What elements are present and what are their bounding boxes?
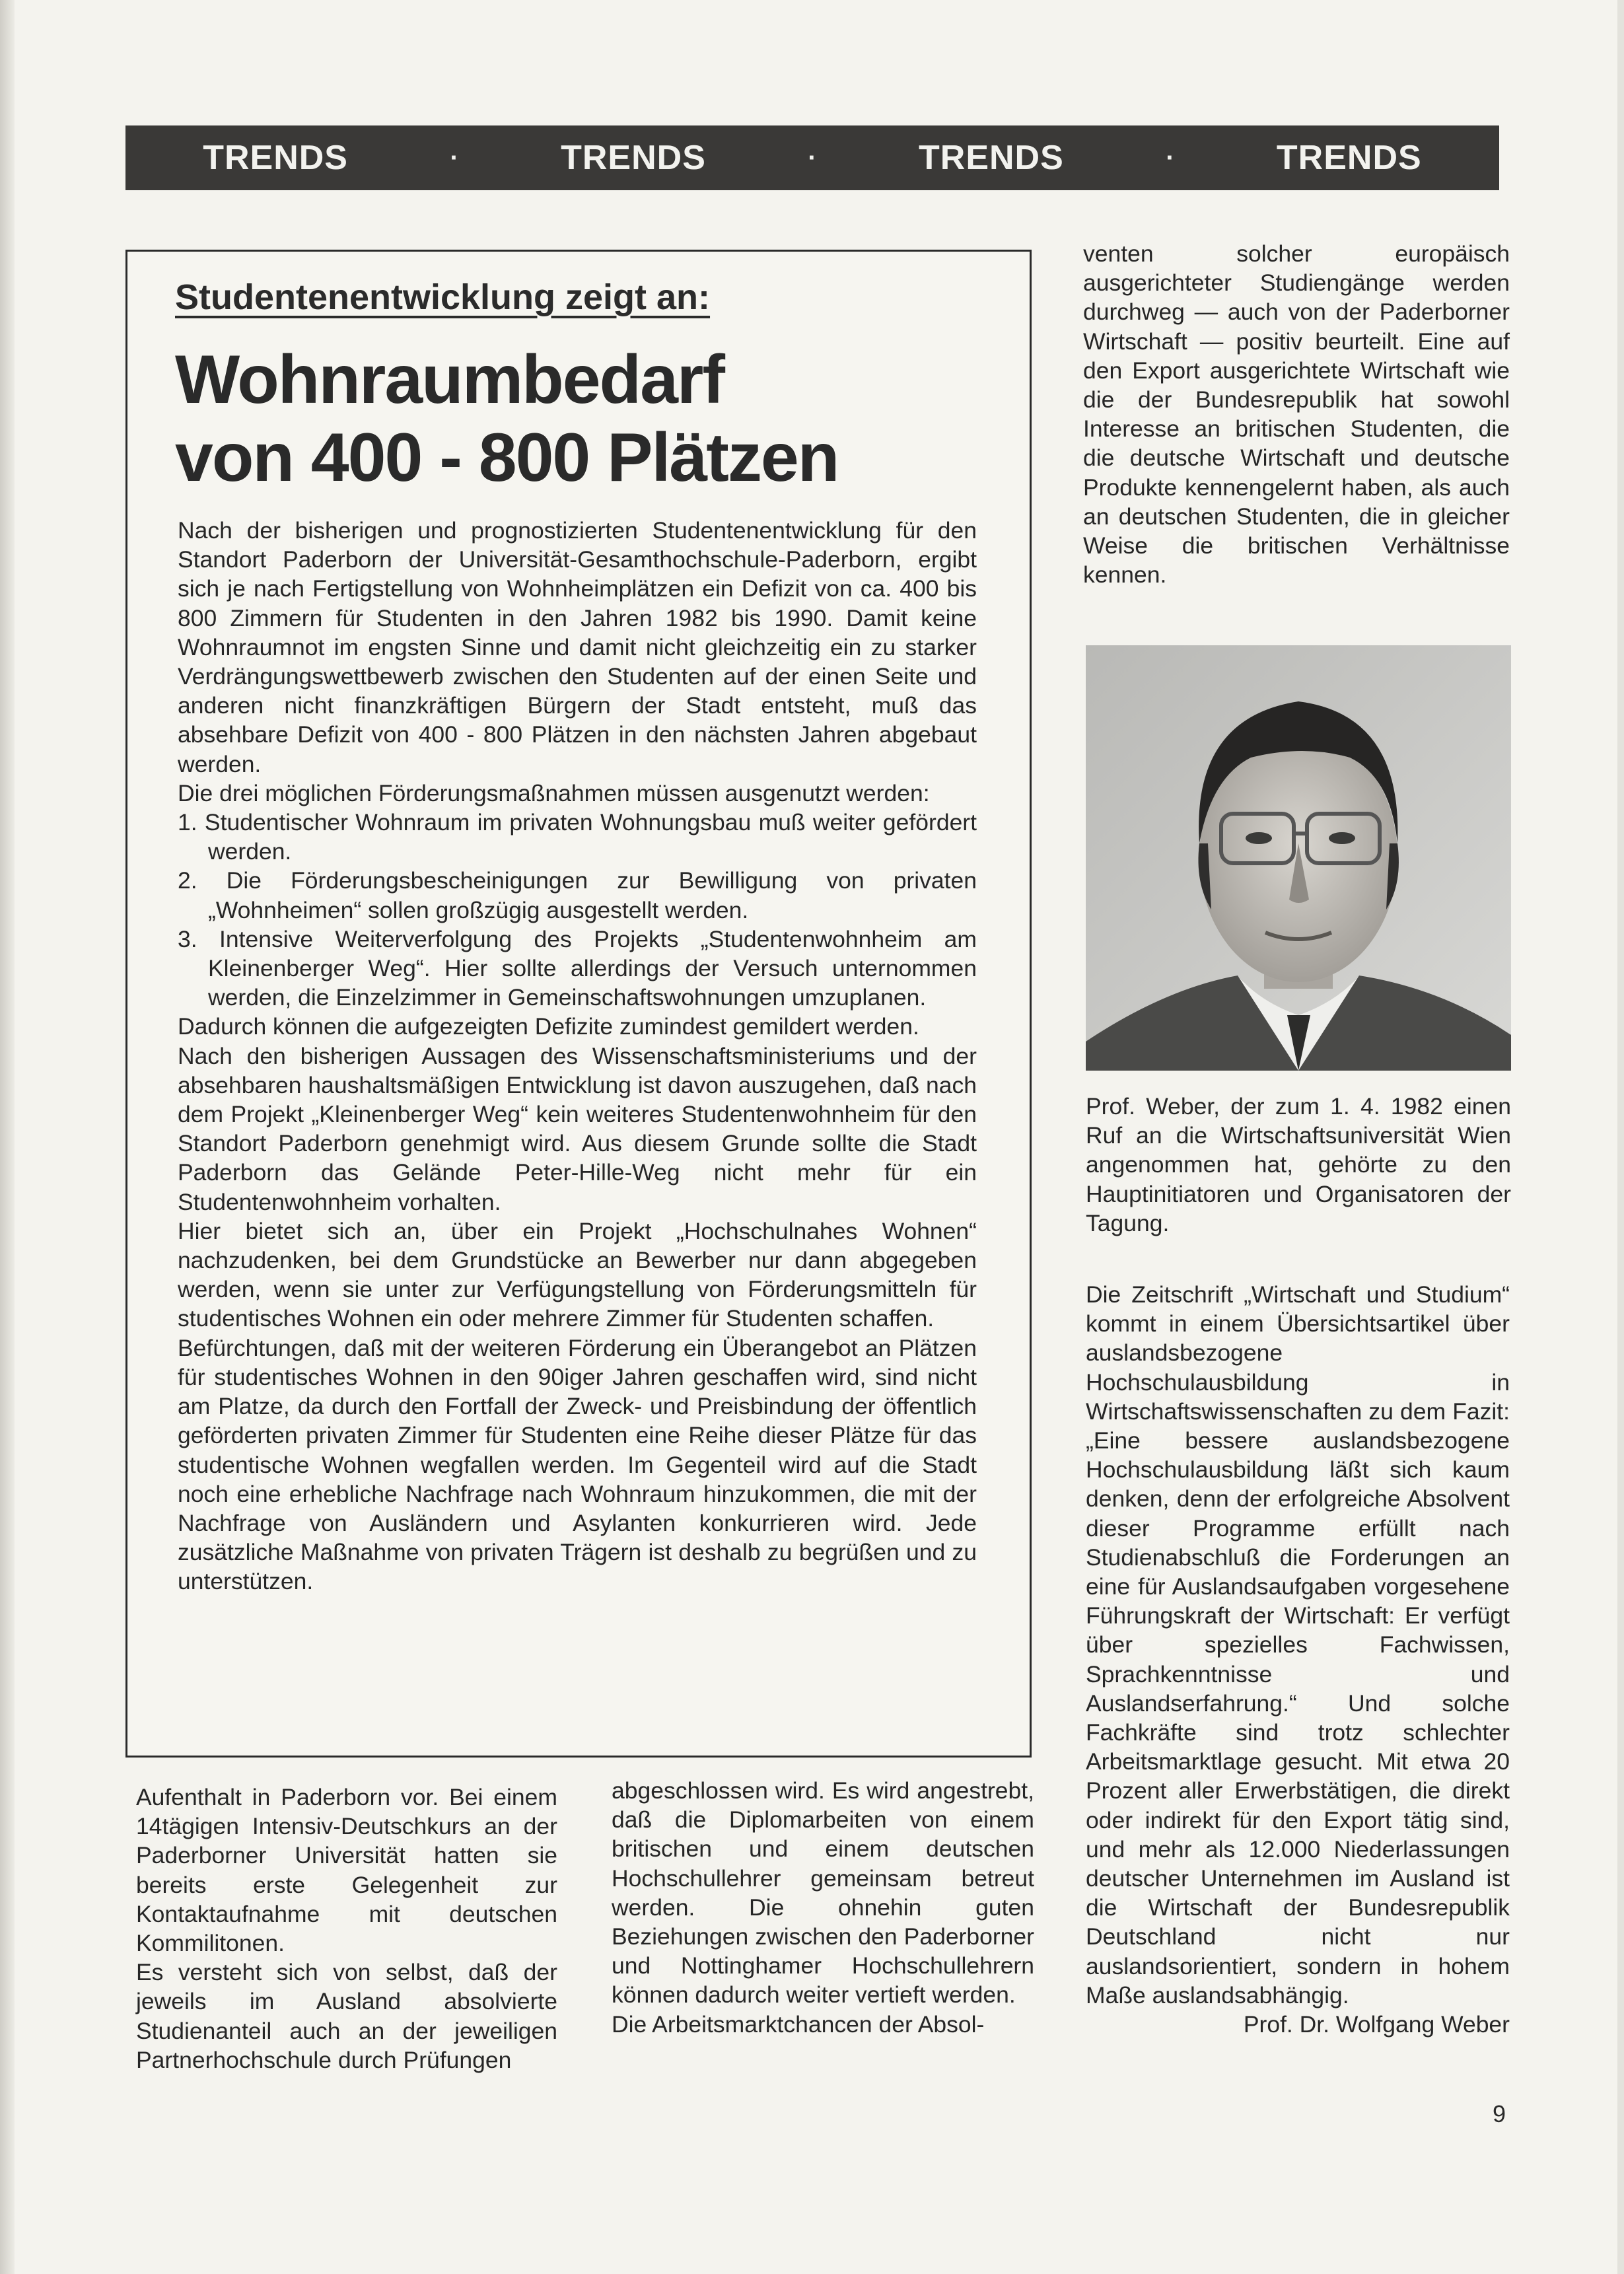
banner-separator: ·	[1166, 143, 1175, 172]
banner-tag: TRENDS	[1276, 139, 1422, 177]
housing-article-box	[125, 250, 1032, 1758]
headline-line-2: von 400 - 800 Plätzen	[175, 419, 839, 496]
bottom-middle-column	[612, 1776, 1034, 2039]
body-paragraph: Nach den bisherigen Aussagen des Wissenschaftsministeriums und der absehbaren haushaltsmäßigen Entwicklung ist davon auszugehen, daß nach dem Projekt „Kleinenberger Weg“ kein weiteres Studentenwohnheim für den Standort Paderborn genehmigt wird. Aus diesem Grunde sollte die Stadt Paderborn das Gelände Peter-Hille-Weg nicht mehr für ein Studentenwohnheim vorhalten.	[178, 1042, 977, 1215]
page-right-edge	[1617, 0, 1624, 2274]
article-headline	[175, 341, 1001, 497]
trends-banner	[125, 125, 1499, 190]
body-paragraph: Die drei möglichen Förderungsmaßnahmen müssen ausgenutzt werden:	[178, 779, 930, 806]
banner-tag: TRENDS	[561, 139, 706, 177]
measure-item: 1. Studentischer Wohnraum im privaten Wohnungsbau muß weiter gefördert werden.	[178, 809, 977, 865]
author-signature: Prof. Dr. Wolfgang Weber	[1243, 2011, 1510, 2038]
right-column-bottom-text	[1086, 1280, 1510, 2039]
body-paragraph: Es versteht sich von selbst, daß der jeweils im Ausland absolvierte Studienanteil auch an der jeweiligen Partnerhochschule durch Prüfungen	[136, 1959, 557, 2073]
headline-line-1: Wohnraumbedarf	[175, 341, 724, 418]
banner-tag: TRENDS	[203, 139, 348, 177]
body-paragraph: Nach der bisherigen und prognostizierten Studentenentwicklung für den Standort Paderborn der Universität-Gesamthochschule-Paderborn, ergibt sich je nach Fertigstellung von Wohnheimplätzen ein Defizit von ca. 400 bis 800 Zimmern für Studenten in den Jahren 1982 bis 1990. Damit keine Wohnraumnot im engsten Sinne und damit nicht gleichzeitig ein zu starker Verdrängungswettbewerb zwischen den Studenten auf der einen Seite und anderen nicht finanzkräftigen Bürgern der Stadt entsteht, muß das absehbare Defizit von 400 - 800 Plätzen in den nächsten Jahren abgebaut werden.	[178, 517, 977, 777]
body-paragraph: Aufenthalt in Paderborn vor. Bei einem 14tägigen Intensiv-Deutschkurs an der Paderborner Universität hatten sie bereits erste Gelegenheit zur Kontaktaufnahme mit deutschen Kommilitonen.	[136, 1784, 557, 1957]
measure-item: 2. Die Förderungsbescheinigungen zur Bewilligung von privaten „Wohnheimen“ sollen großzügig ausgestellt werden.	[178, 867, 977, 923]
article-kicker: Studentenentwicklung zeigt an:	[175, 277, 711, 317]
banner-separator: ·	[808, 143, 817, 172]
body-paragraph: Befürchtungen, daß mit der weiteren Förderung ein Überangebot an Plätzen für studentisches Wohnen in den 90iger Jahren geschaffen wird, sind nicht am Platze, da durch den Fortfall der Zweck- und Preisbindung der öffentlich geförderten privaten Zimmer für Studenten eine Reihe dieser Plätze für das studentische Wohnen wegfallen werden. Im Gegenteil wird auf die Stadt noch eine erhebliche Nachfrage nach Wohnraum hinzukommen, die mit der Nachfrage von Ausländern und Asylanten konkurrieren wird. Jede zusätzliche Maßnahme von privaten Trägern ist deshalb zu begrüßen und zu unterstützen.	[178, 1334, 977, 1595]
page-binding-edge	[0, 0, 15, 2274]
body-paragraph: abgeschlossen wird. Es wird angestrebt, daß die Diplomarbeiten von einem britischen und einem deutschen Hochschullehrer gemeinsam betreut werden. Die ohnehin guten Beziehungen zwischen den Paderborner und Nottinghamer Hochschullehrern können dadurch weiter vertieft werden.	[612, 1777, 1034, 2008]
body-paragraph: venten solcher europäisch ausgerichteter Studiengänge werden durchweg — auch von der Paderborner Wirtschaft — positiv beurteilt. Eine auf den Export ausgerichtete Wirtschaft wie die der Bundesrepublik hat sowohl Interesse an britischen Studenten, die die deutsche Wirtschaft und deutsche Produkte kennengelernt haben, als auch an deutschen Studenten, die in gleicher Weise die britischen Verhältnisse kennen.	[1083, 240, 1510, 588]
banner-separator: ·	[450, 143, 459, 172]
body-paragraph: Dadurch können die aufgezeigten Defizite zumindest gemildert werden.	[178, 1013, 919, 1040]
body-paragraph: Hier bietet sich an, über ein Projekt „Hochschulnahes Wohnen“ nachzudenken, bei dem Grundstücke an Bewerber nur dann abgegeben werden, wenn sie unter zur Verfügungstellung von Förderungsmitteln für studentisches Wohnen ein oder mehrere Zimmer für Studenten schaffen.	[178, 1217, 977, 1332]
article-body	[178, 516, 977, 1596]
right-column-top-text	[1083, 239, 1510, 589]
body-paragraph: Die Arbeitsmarktchancen der Absol-	[612, 2010, 985, 2038]
measure-item: 3. Intensive Weiterverfolgung des Projekts „Studentenwohnheim am Kleinenberger Weg“. Hier sollte allerdings der Versuch unternommen werden, die Einzelzimmer in Gemeinschaftswohnungen umzuplanen.	[178, 925, 977, 1011]
portrait-illustration	[1086, 645, 1511, 1071]
portrait-photo	[1086, 645, 1511, 1071]
measures-list	[178, 808, 977, 1012]
bottom-left-column	[136, 1783, 557, 2075]
banner-tag: TRENDS	[919, 139, 1064, 177]
page-number: 9	[1493, 2100, 1506, 2127]
photo-caption: Prof. Weber, der zum 1. 4. 1982 einen Ruf an die Wirtschaftsuniversität Wien angenommen hat, gehörte zu den Hauptinitiatoren und Organisatoren der Tagung.	[1086, 1093, 1511, 1236]
body-paragraph: Die Zeitschrift „Wirtschaft und Studium“ kommt in einem Übersichtsartikel über auslandsbezogene Hochschulausbildung in Wirtschaftswissenschaften zu dem Fazit: „Eine bessere auslandsbezogene Hochschulausbildung läßt sich kaum denken, denn der erfolgreiche Absolvent dieser Programme erfüllt nach Studienabschluß die Forderungen an eine für Auslandsaufgaben vorgesehene Führungskraft der Wirtschaft: Er verfügt über spezielles Fachwissen, Sprachkenntnisse und Auslandserfahrung.“ Und solche Fachkräfte sind trotz schlechter Arbeitsmarktlage gesucht. Mit etwa 20 Prozent aller Erwerbstätigen, die direkt oder indirekt für den Export tätig sind, und mehr als 12.000 Niederlassungen deutscher Unternehmen im Ausland ist die Wirtschaft der Bundesrepublik Deutschland nicht nur auslandsorientiert, sondern in hohem Maße auslandsabhängig.	[1086, 1281, 1510, 2008]
